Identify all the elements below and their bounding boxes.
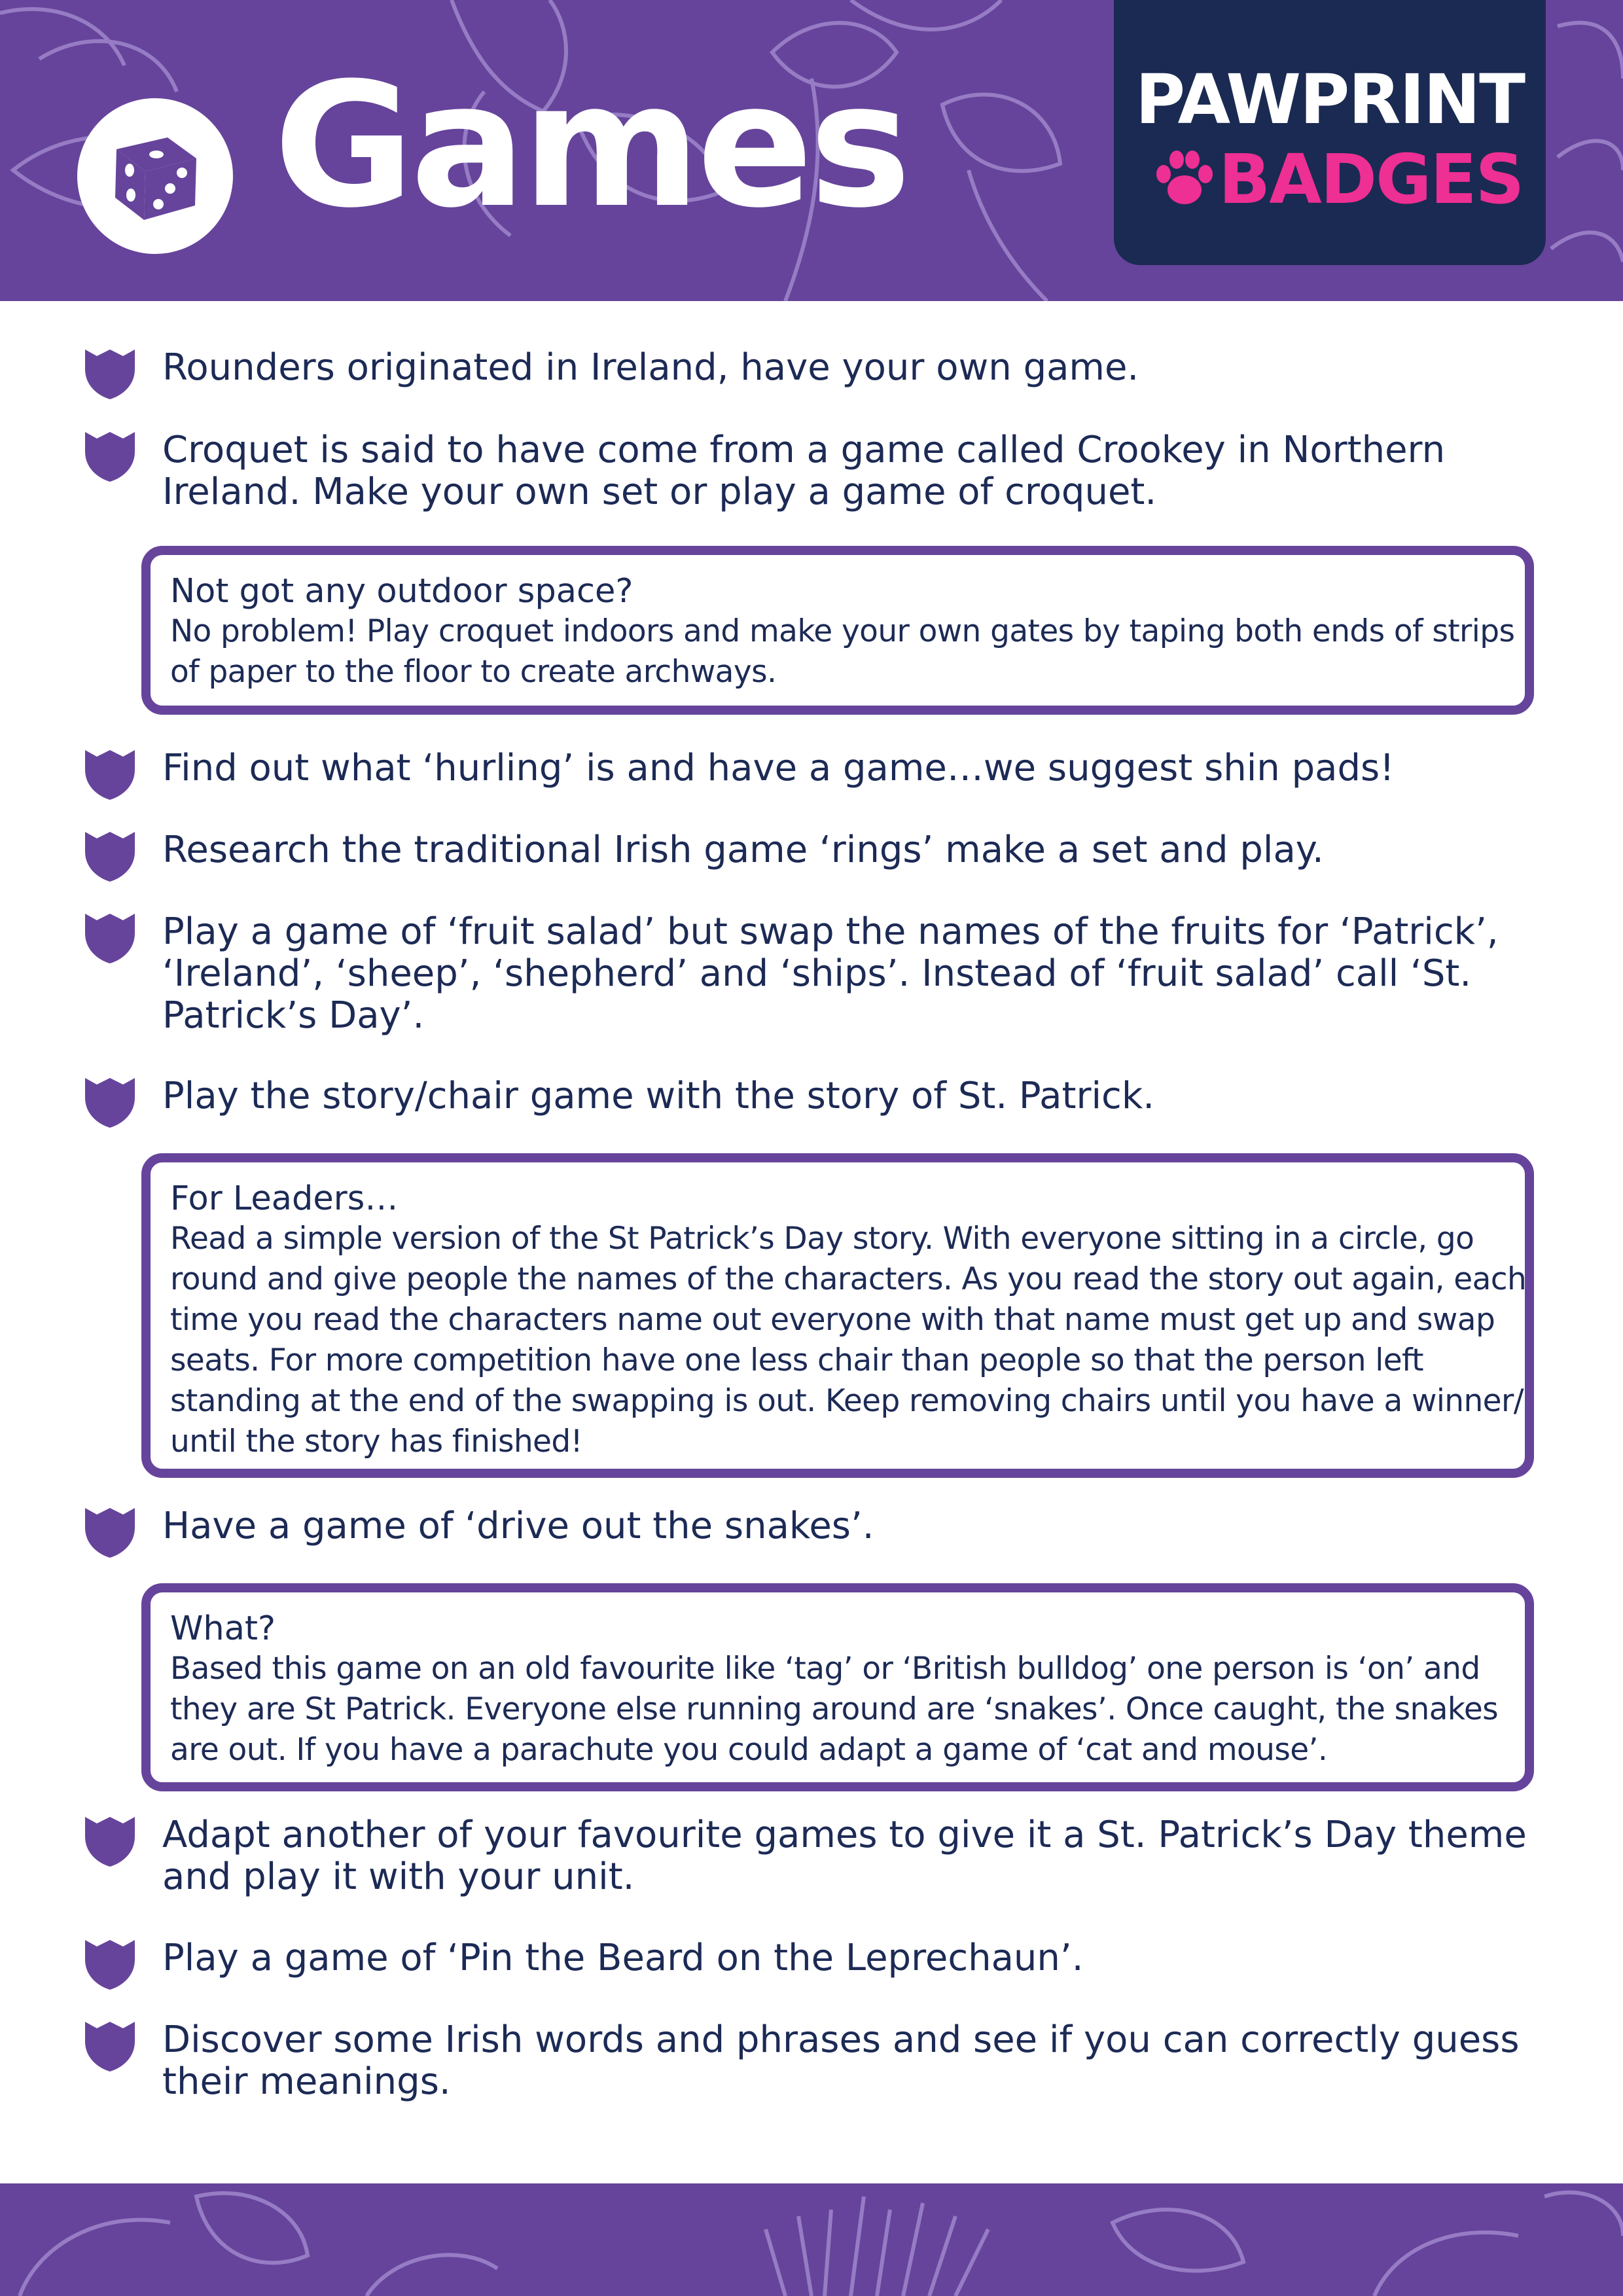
item-text: Research the traditional Irish game ‘rings’ make a set and play. [162,829,1324,871]
shield-bullet-icon [84,1814,136,1868]
shamrock-pattern [0,2183,1623,2296]
item-text: Rounders originated in Ireland, have your own game. [162,346,1139,389]
box-heading: What? [170,1609,276,1648]
shield-bullet-icon [84,829,136,883]
shield-bullet-icon [84,347,136,401]
info-box-what [141,1583,1534,1791]
box-body: Based this game on an old favourite like ‘tag’ or ‘British bulldog’ one person is ‘on’ and they are St Patrick. Everyone else running around are ‘snakes’. Once caught, the snakes are out. If you have a parachute you could adapt a game of ‘cat and mouse’. [170,1651,1499,1768]
page-title: Games [274,46,908,245]
logo-line-2: BADGES [1219,139,1524,219]
shield-bullet-icon [84,429,136,483]
footer-banner [0,2183,1623,2296]
box-body: No problem! Play croquet indoors and make your own gates by taping both ends of strips of paper to the floor to create archways. [170,613,1515,690]
item-text: Play the story/chair game with the story of St. Patrick. [162,1075,1155,1117]
item-text: Croquet is said to have come from a game called Crookey in Northern Ireland. Make your own set or play a game of croquet. [162,429,1446,513]
dice-icon [77,98,233,254]
shield-bullet-icon [84,1075,136,1129]
pawprint-badges-logo [1114,0,1546,265]
item-text: Find out what ‘hurling’ is and have a game…we suggest shin pads! [162,747,1395,789]
item-text: Discover some Irish words and phrases and see if you can correctly guess their meanings. [162,2018,1520,2103]
logo-line-1: PAWPRINT [1135,60,1525,139]
dice-badge [77,98,233,254]
item-text: Play a game of ‘Pin the Beard on the Leprechaun’. [162,1937,1084,1979]
shield-bullet-icon [84,1937,136,1991]
shield-bullet-icon [84,747,136,801]
shield-bullet-icon [84,2019,136,2073]
item-text: Have a game of ‘drive out the snakes’. [162,1505,874,1547]
paw-icon [1152,145,1217,211]
info-box-for-leaders [141,1153,1534,1478]
shield-bullet-icon [84,1505,136,1559]
shield-bullet-icon [84,911,136,965]
info-box-outdoor-space [141,546,1534,715]
box-body: Read a simple version of the St Patrick’s Day story. With everyone sitting in a circle, go round and give people the names of the characters. As you read the story out again, each time you read the characters name out everyone with that name must get up and swap seats. For more competition have one less chair than people so that the person left standing at the end of the swapping is out. Keep removing chairs until you have a winner/ until the story has finished! [170,1221,1527,1460]
item-text: Play a game of ‘fruit salad’ but swap the names of the fruits for ‘Patrick’, ‘Ireland’, ‘sheep’, ‘shepherd’ and ‘ships’. Instead of ‘fruit salad’ call ‘St. Patrick’s Day’. [162,910,1499,1037]
item-text: Adapt another of your favourite games to give it a St. Patrick’s Day theme and play it with your unit. [162,1814,1527,1898]
header-banner [0,0,1623,301]
box-heading: For Leaders… [170,1179,399,1218]
box-heading: Not got any outdoor space? [170,572,633,611]
